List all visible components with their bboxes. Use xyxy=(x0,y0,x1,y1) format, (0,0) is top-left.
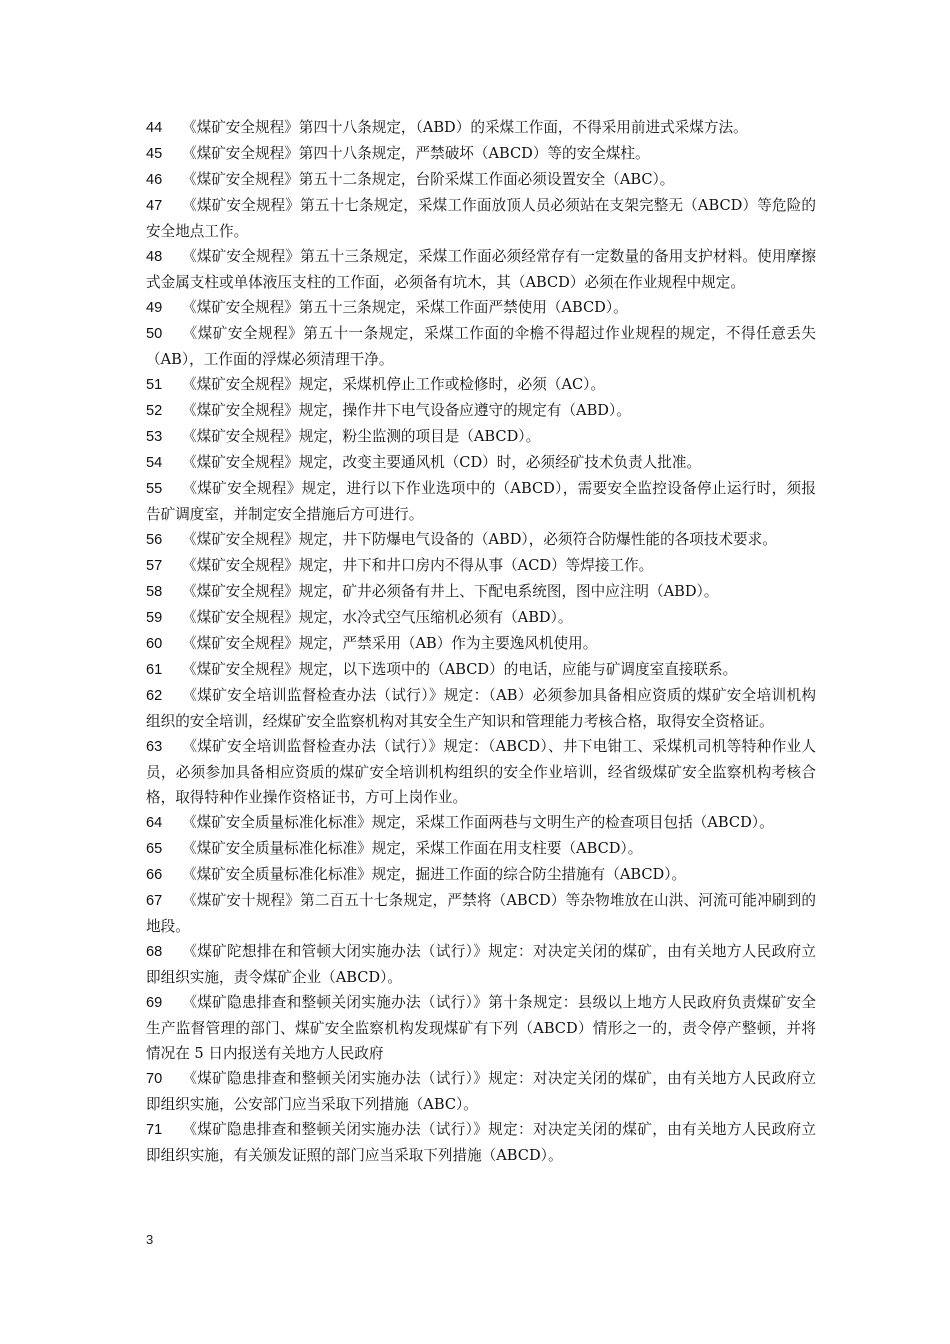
question-text: 《煤矿安全规程》第四十八条规定，严禁破坏（ABCD）等的安全煤柱。 xyxy=(182,145,650,162)
question-item xyxy=(146,605,816,631)
question-text: 《煤矿安全质量标准化标准》规定，掘进工作面的综合防尘措施有（ABCD）。 xyxy=(182,866,687,883)
question-text: 《煤矿安全规程》规定，粉尘监测的项目是（ABCD）。 xyxy=(182,428,541,445)
question-text: 《煤矿安全规程》规定，井下和井口房内不得从事（ACD）等焊接工作。 xyxy=(182,557,654,574)
question-item xyxy=(146,193,816,244)
question-item xyxy=(146,398,816,424)
question-text: 《煤矿安全规程》第五十三条规定，采煤工作面严禁使用（ABCD）。 xyxy=(182,299,628,316)
question-number: 69 xyxy=(146,995,163,1011)
question-number: 68 xyxy=(146,944,163,960)
question-item xyxy=(146,810,816,836)
question-text: 《煤矿安全培训监督检查办法（试行）》规定：（AB）必须参加具备相应资质的煤矿安全培训机构组织的安全培训，经煤矿安全监察机构对其安全生产知识和管理能力考核合格，取得安全资格证。 xyxy=(146,687,816,730)
question-text: 《煤矿隐患排查和整顿关闭实施办法（试行）》规定：对决定关闭的煤矿，由有关地方人民政府立即组织实施，公安部门应当采取下列措施（ABC）。 xyxy=(146,1070,816,1113)
question-item xyxy=(146,579,816,605)
question-text: 《煤矿陀想排在和管顿大闭实施办法（试行）》规定：对决定关闭的煤矿，由有关地方人民政府立即组织实施，责令煤矿企业（ABCD）。 xyxy=(146,943,816,986)
question-item xyxy=(146,424,816,450)
question-number: 52 xyxy=(146,403,163,419)
question-text: 《煤矿安全培训监督检查办法（试行）》规定：（ABCD）、井下电钳工、采煤机司机等特种作业人员，必须参加具备相应资质的煤矿安全培训机构组织的安全作业培训，经省级煤矿安全监察机构考核合格，取得特种作业操作资格证书，方可上岗作业。 xyxy=(146,738,816,806)
question-item xyxy=(146,939,816,990)
question-item xyxy=(146,657,816,683)
question-item xyxy=(146,141,816,167)
question-text: 《煤矿安全规程》第五十七条规定，采煤工作面放顶人员必须站在支架完整无（ABCD）等危险的安全地点工作。 xyxy=(146,197,816,240)
question-number: 55 xyxy=(146,481,163,497)
question-number: 47 xyxy=(146,198,163,214)
question-number: 48 xyxy=(146,249,163,265)
question-number: 65 xyxy=(146,841,163,857)
question-item xyxy=(146,553,816,579)
question-text: 《煤矿安全质量标准化标准》规定，采煤工作面两巷与文明生产的检查项目包括（ABCD）。 xyxy=(182,814,774,831)
question-item xyxy=(146,836,816,862)
question-number: 53 xyxy=(146,429,163,445)
question-text: 《煤矿安全规程》第五十三条规定，采煤工作面必须经常存有一定数量的备用支护材料。使用摩擦式金属支柱或单体液压支柱的工作面，必须备有坑木，其（ABCD）必须在作业规程中规定。 xyxy=(146,248,816,291)
question-item xyxy=(146,888,816,939)
question-number: 59 xyxy=(146,610,163,626)
question-item xyxy=(146,115,816,141)
question-text: 《煤矿安全规程》规定，操作井下电气设备应遵守的规定有（ABD）。 xyxy=(182,402,631,419)
question-number: 51 xyxy=(146,377,163,393)
question-item xyxy=(146,450,816,476)
question-number: 44 xyxy=(146,120,163,136)
question-text: 《煤矿安全规程》第四十八条规定，（ABD）的采煤工作面，不得采用前进式采煤方法。 xyxy=(182,119,748,136)
question-number: 46 xyxy=(146,172,163,188)
question-item xyxy=(146,321,816,372)
question-number: 57 xyxy=(146,558,163,574)
question-number: 45 xyxy=(146,146,163,162)
question-number: 58 xyxy=(146,584,163,600)
question-text: 《煤矿隐患排查和整顿关闭实施办法（试行）》第十条规定：县级以上地方人民政府负责煤矿安全生产监督管理的部门、煤矿安全监察机构发现煤矿有下列（ABCD）情形之一的，责令停产整顿，并将情况在 5 日内报送有关地方人民政府 xyxy=(146,994,816,1062)
question-text: 《煤矿安全规程》规定，以下选项中的（ABCD）的电话，应能与矿调度室直接联系。 xyxy=(182,661,738,678)
question-text: 《煤矿安全规程》第五十一条规定，采煤工作面的伞檐不得超过作业规程的规定，不得任意丢失（AB），工作面的浮煤必须清理干净。 xyxy=(146,325,816,368)
question-item xyxy=(146,167,816,193)
question-text: 《煤矿安全规程》规定，矿井必须备有井上、下配电系统图，图中应注明（ABD）。 xyxy=(182,583,719,600)
question-number: 67 xyxy=(146,893,163,909)
question-item xyxy=(146,683,816,734)
question-number: 71 xyxy=(146,1122,163,1138)
question-text: 《煤矿安全规程》第五十二条规定，台阶采煤工作面必须设置安全（ABC）。 xyxy=(182,171,675,188)
question-number: 56 xyxy=(146,532,163,548)
question-item xyxy=(146,295,816,321)
question-number: 63 xyxy=(146,739,163,755)
question-item xyxy=(146,527,816,553)
question-text: 《煤矿安全规程》规定，采煤机停止工作或检修时，必须（AC）。 xyxy=(182,376,606,393)
question-number: 70 xyxy=(146,1071,163,1087)
question-text: 《煤矿隐患排查和整顿关闭实施办法（试行）》规定：对决定关闭的煤矿，由有关地方人民政府立即组织实施，有关颁发证照的部门应当采取下列措施（ABCD）。 xyxy=(146,1121,816,1164)
question-text: 《煤矿安十规程》第二百五十七条规定，严禁将（ABCD）等杂物堆放在山洪、河流可能冲刷到的地段。 xyxy=(146,892,816,935)
question-item xyxy=(146,734,816,810)
question-item xyxy=(146,476,816,527)
question-number: 66 xyxy=(146,867,163,883)
question-text: 《煤矿安全规程》规定，井下防爆电气设备的（ABD），必须符合防爆性能的各项技术要求。 xyxy=(182,531,777,548)
question-number: 62 xyxy=(146,688,163,704)
question-list xyxy=(146,115,816,1168)
question-number: 61 xyxy=(146,662,163,678)
page-number: 3 xyxy=(146,1232,154,1247)
question-number: 49 xyxy=(146,300,163,316)
question-text: 《煤矿安全规程》规定，水冷式空气压缩机必须有（ABD）。 xyxy=(182,609,573,626)
question-item xyxy=(146,990,816,1066)
question-item xyxy=(146,372,816,398)
question-number: 64 xyxy=(146,815,163,831)
question-text: 《煤矿安全质量标准化标准》规定，采煤工作面在用支柱要（ABCD）。 xyxy=(182,840,643,857)
question-text: 《煤矿安全规程》规定，严禁采用（AB）作为主要逸风机使用。 xyxy=(182,635,598,652)
question-text: 《煤矿安全规程》规定，进行以下作业选项中的（ABCD），需要安全监控设备停止运行时，须报告矿调度室，并制定安全措施后方可进行。 xyxy=(146,480,816,523)
question-number: 54 xyxy=(146,455,163,471)
question-number: 50 xyxy=(146,326,163,342)
question-item xyxy=(146,631,816,657)
question-item xyxy=(146,244,816,295)
question-item xyxy=(146,1066,816,1117)
question-item xyxy=(146,862,816,888)
question-number: 60 xyxy=(146,636,163,652)
question-item xyxy=(146,1117,816,1168)
question-text: 《煤矿安全规程》规定，改变主要通风机（CD）时，必须经矿技术负责人批准。 xyxy=(182,454,702,471)
